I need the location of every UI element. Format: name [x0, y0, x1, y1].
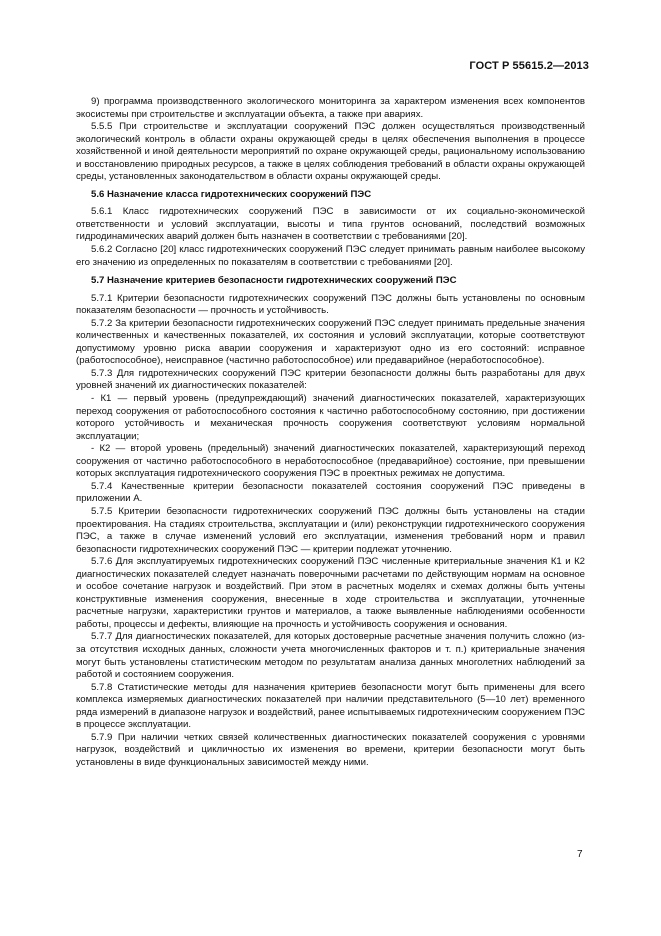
clause-5-7-1: 5.7.1 Критерии безопасности гидротехнических сооружений ПЭС должны быть установлены по основным показателям безопасности — прочность и устойчивость.: [76, 292, 585, 317]
list-item-k1: - К1 — первый уровень (предупреждающий) значений диагностических показателей, характеризующих переход сооружения от работоспособного состояния к частично работоспособному состоянию, при достижении которого устойчивость и механическая прочность сооружения соответствуют условиям нормальной эксплуатации;: [76, 393, 585, 442]
clause-5-5-5: 5.5.5 При строительстве и эксплуатации сооружений ПЭС должен осуществляться производственный экологический контроль в области охраны окружающей среды в целях обеспечения выполнения в процессе хозяйственной и иной деятельности мероприятий по охране окружающей среды, рациональному использованию и восстановлению природных ресурсов, а также в целях соблюдения требований в области охраны окружающей среды, установленных законодательством в области охраны окружающей среды.: [76, 121, 585, 183]
clause-5-7-2: 5.7.2 За критерии безопасности гидротехнических сооружений ПЭС следует принимать предельные значения количественных и качественных показателей, их состояния и условий эксплуатации, которые соответствуют допустимому уровню риска аварии сооружения и характеризуют одно из его состояний: исправное (работоспособное), неисправное (частично работоспособное) или предаварийное (неработоспособное).: [76, 317, 585, 367]
list-item-9: 9) программа производственного экологического мониторинга за характером изменения всех компонентов экосистемы при строительстве и эксплуатации объекта, а также при авариях.: [76, 96, 585, 120]
clause-5-7-9: 5.7.9 При наличии четких связей количественных диагностических показателей сооружения с уровнями нагрузок, воздействий и цикличностью их изменения во времени, критерии безопасности могут быть установлены в виде функциональных зависимостей между ними.: [76, 731, 585, 768]
section-heading-5-7: 5.7 Назначение критериев безопасности гидротехнических сооружений ПЭС: [91, 275, 457, 287]
clause-5-7-8: 5.7.8 Статистические методы для назначения критериев безопасности могут быть применены для всего комплекса измеряемых диагностических показателей при наличии представительного (5—10 лет) временного ряда измерений в диапазоне нагрузок и воздействий, ранее испытываемых гидротехническим сооружением ПЭС в процессе эксплуатации.: [76, 681, 585, 731]
clause-5-7-7: 5.7.7 Для диагностических показателей, для которых достоверные расчетные значения получить сложно (из-за отсутствия исходных данных, сложности учета многочисленных факторов и т. п.) критериальные значения могут быть установлены статистическим методом по результатам анализа данных многолетних наблюдений за работой и состоянием сооружения.: [76, 631, 585, 681]
standard-code: ГОСТ Р 55615.2—2013: [469, 60, 589, 72]
document-header: [469, 60, 589, 72]
clause-5-7-5: 5.7.5 Критерии безопасности гидротехнических сооружений ПЭС должны быть установлены на стадии проектирования. На стадиях строительства, эксплуатации и (или) реконструкции гидротехнического сооружения ПЭС, а также в случае изменений условий его эксплуатации, изменения требований норм и правил безопасности гидротехнических сооружений ПЭС — критерии подлежат уточнению.: [76, 505, 585, 555]
clause-5-7-4: 5.7.4 Качественные критерии безопасности показателей состояния сооружений ПЭС приведены в приложении А.: [76, 480, 585, 505]
clause-5-6-2: 5.6.2 Согласно [20] класс гидротехнических сооружений ПЭС следует принимать равным наиболее высокому его значению из определенных по показателям в соответствии с требованиями [20].: [76, 244, 585, 268]
clause-5-7-6: 5.7.6 Для эксплуатируемых гидротехнических сооружений ПЭС численные критериальные значения К1 и К2 диагностических показателей следует назначать поверочными расчетами по действующим нормам на основное и особое сочетание нагрузок и воздействий. При этом в расчетных моделях и схемах должны быть учтены конструктивные изменения сооружения, внесенные в ходе строительства и эксплуатации, уточненные расчетные нагрузки, характеристики грунтов и материалов, а также выявленные наблюдениями особенности работы, процессы и дефекты, влияющие на прочность и устойчивость сооружения и основания.: [76, 556, 585, 630]
clause-5-7-3: 5.7.3 Для гидротехнических сооружений ПЭС критерии безопасности должны быть разработаны для двух уровней значений их диагностических показателей:: [76, 367, 585, 392]
page-number: 7: [577, 849, 583, 860]
clause-5-6-1: 5.6.1 Класс гидротехнических сооружений ПЭС в зависимости от их социально-экономической ответственности и условий эксплуатации, высоты и типа грунтов оснований, последствий возможных гидродинамических аварий должен быть назначен в соответствии с требованиями [20].: [76, 206, 585, 243]
section-heading-5-6: 5.6 Назначение класса гидротехнических сооружений ПЭС: [91, 188, 372, 200]
list-item-k2: - К2 — второй уровень (предельный) значений диагностических показателей, характеризующий переход сооружения от частично работоспособного в неработоспособное (предаварийное) состояние, при превышении которых эксплуатация гидротехнического сооружения ПЭС в проектных режимах не допустима.: [76, 443, 585, 480]
document-body: [76, 96, 585, 769]
